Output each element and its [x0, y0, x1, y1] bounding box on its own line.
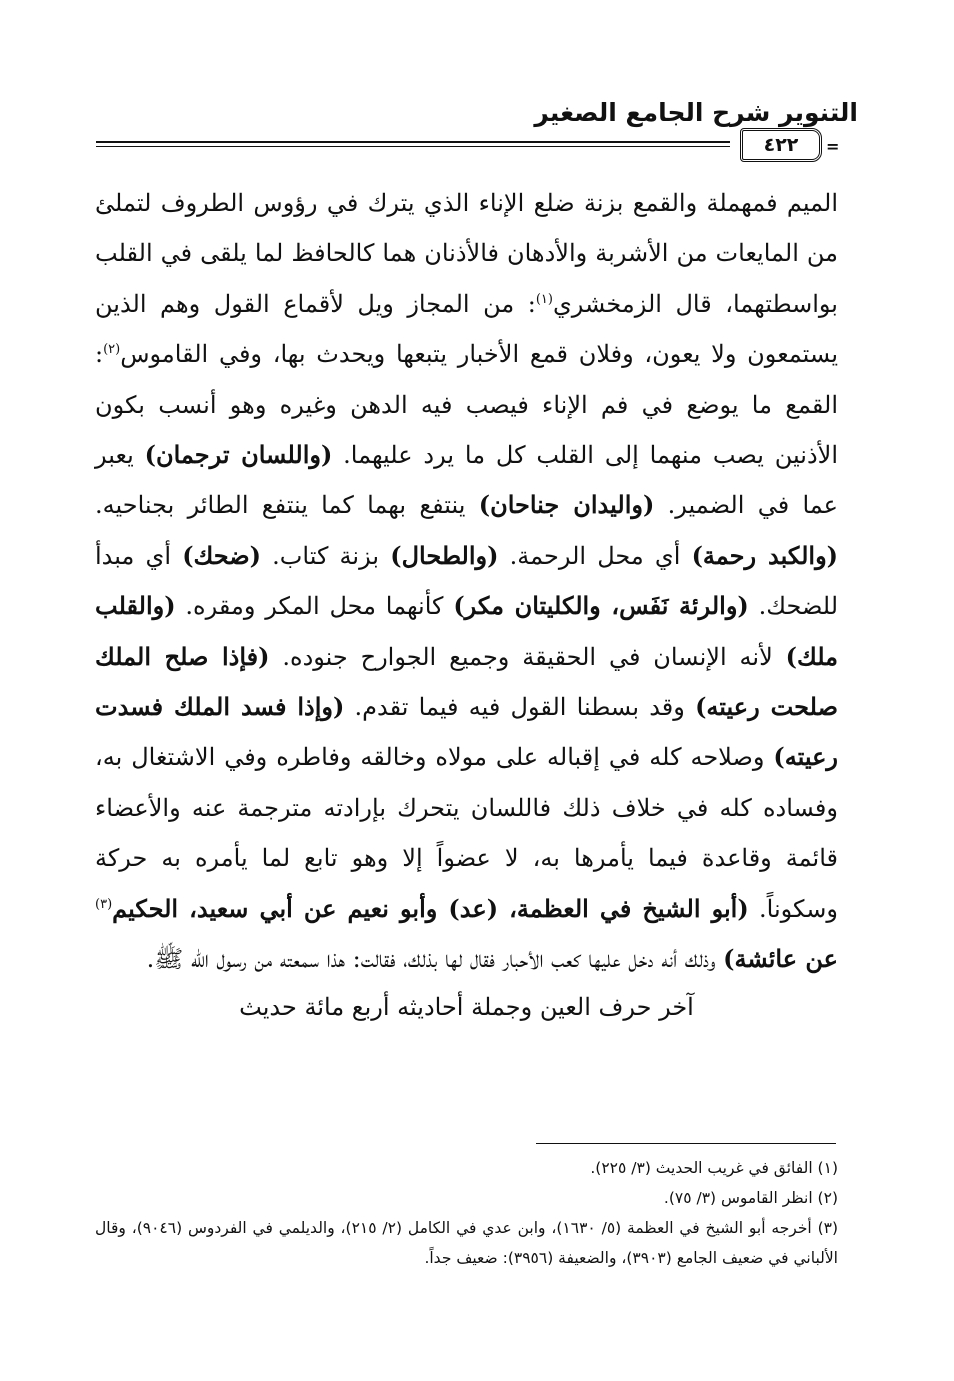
page-number: ٤٢٢: [763, 134, 799, 156]
header-rule-thin: [96, 146, 730, 147]
footnote-separator: [536, 1143, 836, 1144]
main-text: [95, 178, 838, 985]
footnote-2: (٢) انظر القاموس (٣/ ٧٥).: [663, 1189, 838, 1207]
header-rule-thick: [96, 141, 730, 143]
page-number-badge: [740, 128, 822, 162]
running-title: التنوير شرح الجامع الصغير: [534, 98, 858, 127]
footnote-1: (١) الفائق في غريب الحديث (٣/ ٢٢٥).: [590, 1159, 838, 1177]
footnotes: [95, 1153, 838, 1273]
page-number-marker: =: [826, 137, 840, 156]
body-paragraph: الميم فمهملة والقمع بزنة ضلع الإناء الذي يترك في رؤوس الطروف لتملئ من المايعات من الأشربة والأدهان فالأذنان هما كالحافظ لما يلقى في القلب بواسطتهما، قال الزمخشري$^{(١)}$: من المجاز ويل لأقماع القول وهم الذين يستمعون ولا يعون، وفلان قمع الأخبار يتبعها ويحدث بها، وفي القاموس$^{(٢)}$: القمع ما يوضع في فم الإناء فيصب فيه الدهن وغيره وهو أنسب بكون الأذنين يصب منهما إلى القلب كل ما يرد عليهما. (واللسان ترجمان) يعبر عما في الضمير. (واليدان جناحان) ينتفع بهما كما ينتفع الطائر بجناحيه. (والكبد رحمة) أي محل الرحمة. (والطحال) بزنة كتاب. (ضحك) أي مبدأ للضحك. (والرئة نَفَس، والكليتان مكر) كأنهما محل المكر ومقره. (والقلب ملك) لأنه الإنسان في الحقيقة وجميع الجوارح جنوده. (فإذا صلح الملك صلحت رعيته) وقد بسطنا القول فيه فيما تقدم. (وإذا فسد الملك فسدت رعيته) وصلاحه كله في إقباله على مولاه وخالقه وفاطره وفي الاشتغال به، وفساده كله في خلاف ذلك فاللسان يتحرك بإرادته مترجمة عنه والأعضاء قائمة وقاعدة فيما يأمرها به، لا عضواً إلا وهو تابع لما يأمره به حركة وسكوناً. (أبو الشيخ في العظمة، (عد) وأبو نعيم عن أبي سعيد، الحكيم$^{(٣)}$ عن عائشة) وذلك أنه دخل عليها كعب الأحبار فقال لها بذلك، فقالت: هذا سمعته من رسول الله ﷺ.: [95, 189, 839, 974]
footnote-3: (٣) أخرجه أبو الشيخ في العظمة (٥/ ١٦٣٠)، وابن عدي في الكامل (٢/ ٢١٥)، والديلمي في الفردوس (٩٠٤٦)، وقال الألباني في ضعيف الجامع (٣٩٠٣)، والضعيفة (٣٩٥٦): ضعيف جداً.: [95, 1219, 839, 1267]
chapter-closing-line: آخر حرف العين وجملة أحاديثه أربع مائة حديث: [239, 993, 694, 1021]
